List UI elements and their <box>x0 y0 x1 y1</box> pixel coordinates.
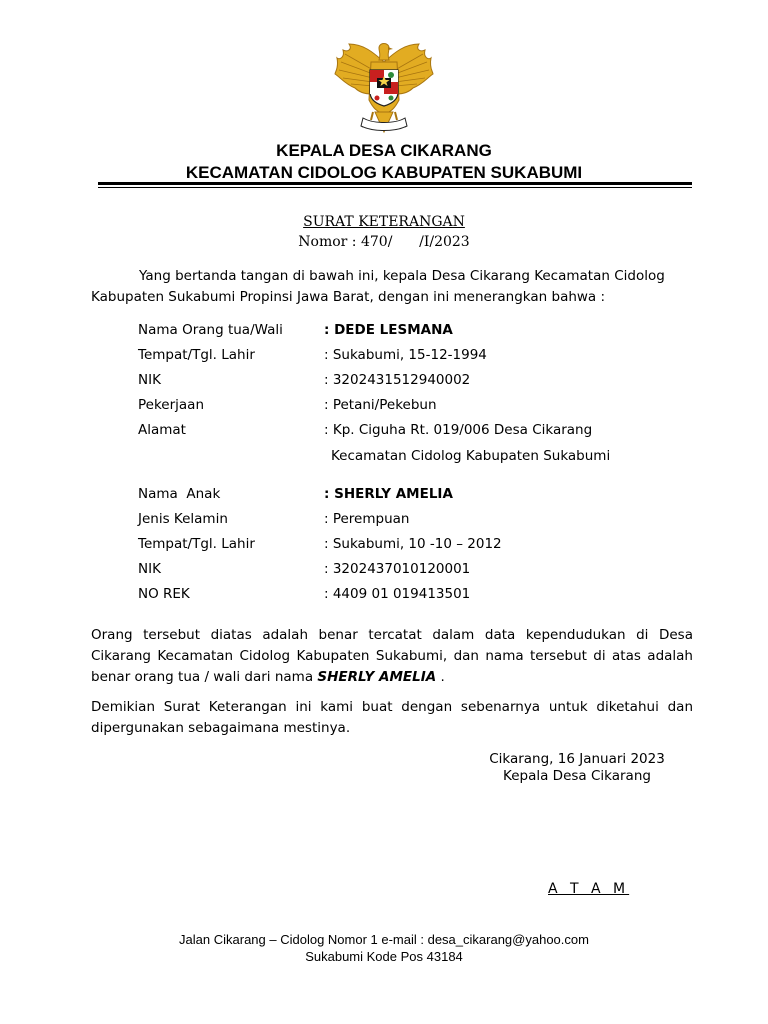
letter-title: SURAT KETERANGAN <box>303 214 465 230</box>
parent-job-row <box>138 395 698 417</box>
field-value: : Petani/Pekebun <box>324 397 437 413</box>
field-value: : Perempuan <box>324 511 410 527</box>
letterhead-line-1: KEPALA DESA CIKARANG <box>276 141 492 160</box>
child-nik-row <box>138 559 698 581</box>
field-label: Alamat <box>138 422 186 438</box>
closing-paragraph: Demikian Surat Keterangan ini kami buat dengan sebenarnya untuk diketahui dan dipergunakan sebagaimana mestinya. <box>91 699 693 736</box>
child-account-row <box>138 584 698 606</box>
field-value: : 4409 01 019413501 <box>324 586 471 602</box>
child-name-emphasis: SHERLY AMELIA <box>317 669 437 685</box>
statement-end: . <box>436 669 445 685</box>
field-label: NIK <box>138 561 161 577</box>
signature-role: Kepala Desa Cikarang <box>503 768 651 784</box>
parent-address-continuation: Kecamatan Cidolog Kabupaten Sukabumi <box>331 448 611 464</box>
parent-birth-row <box>138 345 698 367</box>
field-value: : Kp. Ciguha Rt. 019/006 Desa Cikarang <box>324 422 593 438</box>
letter-number: Nomor : 470/ /I/2023 <box>298 234 470 250</box>
intro-line-2: Kabupaten Sukabumi Propinsi Jawa Barat, dengan ini menerangkan bahwa : <box>91 289 606 305</box>
field-label: Tempat/Tgl. Lahir <box>138 347 255 363</box>
field-label: NIK <box>138 372 161 388</box>
parent-name-row <box>138 320 698 342</box>
field-label: Tempat/Tgl. Lahir <box>138 536 255 552</box>
letterhead-divider-thin <box>98 187 692 188</box>
letterhead-divider-thick <box>98 182 692 185</box>
field-label: Pekerjaan <box>138 397 205 413</box>
field-value: : 3202431512940002 <box>324 372 471 388</box>
field-label: NO REK <box>138 586 190 602</box>
garuda-pancasila-emblem-icon <box>333 40 435 136</box>
field-label: Jenis Kelamin <box>138 511 228 527</box>
child-name-row <box>138 484 698 506</box>
footer-address: Jalan Cikarang – Cidolog Nomor 1 e-mail : desa_cikarang@yahoo.com <box>179 932 589 947</box>
statement-paragraph <box>91 625 693 688</box>
intro-paragraph <box>91 266 693 308</box>
statement-text: Orang tersebut diatas adalah benar tercatat dalam data kependudukan di Desa Cikarang Kecamatan Cidolog Kabupaten Sukabumi, dan nama tersebut di atas adalah benar orang tua / wali dari nama <box>91 627 693 685</box>
letterhead-line-2: KECAMATAN CIDOLOG KABUPATEN SUKABUMI <box>185 163 583 182</box>
field-value: : Sukabumi, 10 -10 – 2012 <box>324 536 502 552</box>
parent-nik-row <box>138 370 698 392</box>
field-label: Nama Anak <box>138 486 221 502</box>
intro-line-1: Yang bertanda tangan di bawah ini, kepala Desa Cikarang Kecamatan Cidolog <box>139 268 665 284</box>
child-gender-row <box>138 509 698 531</box>
parent-address-row <box>138 420 698 442</box>
field-value: : DEDE LESMANA <box>324 322 453 338</box>
child-birth-row <box>138 534 698 556</box>
signature-place-date: Cikarang, 16 Januari 2023 <box>489 751 665 767</box>
signatory-name: A T A M <box>548 881 630 897</box>
field-value: : Sukabumi, 15-12-1994 <box>324 347 487 363</box>
field-value: : 3202437010120001 <box>324 561 471 577</box>
footer-postal: Sukabumi Kode Pos 43184 <box>305 949 463 964</box>
field-value: : SHERLY AMELIA <box>324 486 453 502</box>
field-label: Nama Orang tua/Wali <box>138 322 283 338</box>
